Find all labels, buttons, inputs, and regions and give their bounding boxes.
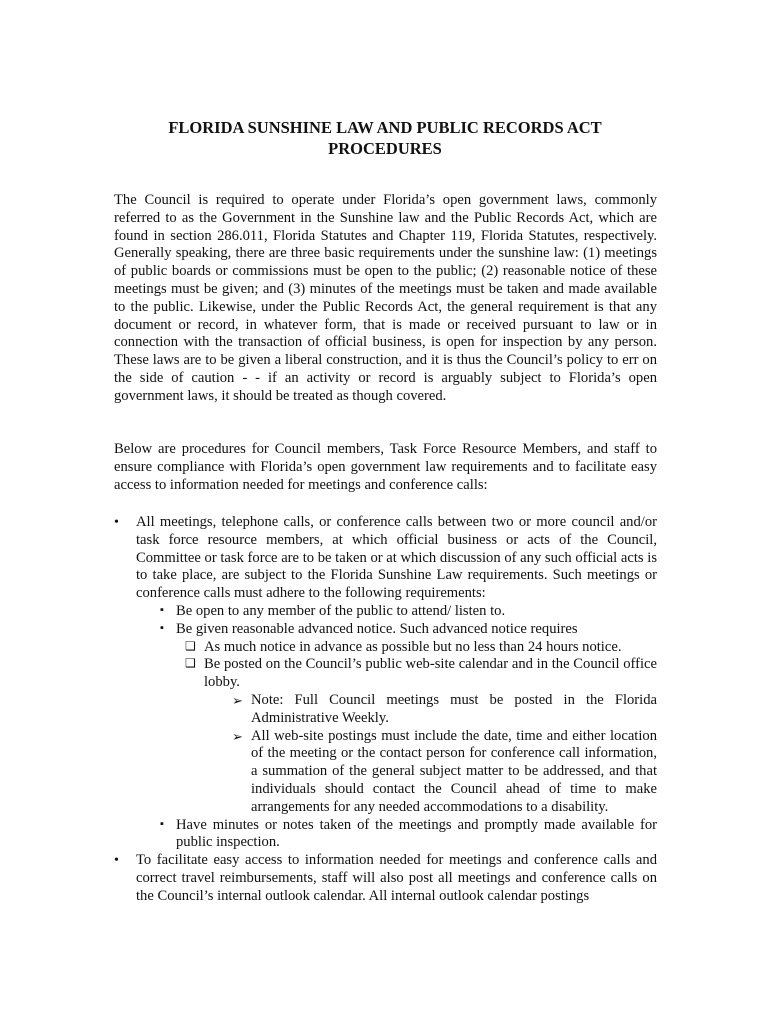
intro-paragraph: The Council is required to operate under Florida’s open government laws, commonly referred to as the Government in the Sunshine law and the Public Records Act, which are found in section 286.011, Florida Statutes and Chapter 119, Florida Statutes, respectively. Generally speaking, there are three basic requirements under the sunshine law: (1) meetings of public boards or commissions must be open to the public; (2) reasonable notice of these meetings must be given; and (3) minutes of the meetings must be taken and made available to the public. Likewise, under the Public Records Act, the general requirement is that any document or record, in whatever form, that is made or received pursuant to law or in connection with the transaction of official business, is open for inspection by any person. These laws are to be given a liberal construction, and it is thus the Council’s policy to err on the side of caution - - if an activity or record is arguably subject to Florida’s open government laws, it should be treated as though covered. [114,192,657,404]
title-line-2: PROCEDURES [328,139,442,158]
bullet-text: All meetings, telephone calls, or conference calls between two or more council and/or task force resource members, at which official business or acts of the Council, Committee or task force are to be taken or at which discussion of any such official acts is to take place, are subject to the Florida Sunshine Law requirements. Such meetings or conference calls must adhere to the following requirements: [136,514,657,602]
document-title [120,117,650,159]
list-item [114,514,657,603]
bullet-text: Be posted on the Council’s public web-site calendar and in the Council office lobby. [204,656,657,691]
list-item [185,656,657,692]
bullet-text: Note: Full Council meetings must be posted in the Florida Administrative Weekly. [251,691,657,726]
bullet-text: All web-site postings must include the date, time and either location of the meeting or the contact person for conference call information, a summation of the general subject matter to be addressed, and that individuals should contact the Council ahead of time to make arrangements for any needed accommodations to a disability. [251,727,657,815]
square-bullet-icon: ▪ [160,603,164,616]
bullet-icon: • [114,515,119,530]
list-item [232,691,657,728]
bullet-text: To facilitate easy access to information needed for meetings and conference calls and correct travel reimbursements, staff will also post all meetings and conference calls on the Council’s internal outlook calendar. All internal outlook calendar postings [136,852,657,904]
bullet-text: Be open to any member of the public to attend/ listen to. [176,602,506,619]
list-item [185,638,657,657]
box-bullet-icon: ❑ [185,656,196,671]
arrow-bullet-icon: ➢ [232,692,243,708]
bullet-text: As much notice in advance as possible but no less than 24 hours notice. [204,638,622,655]
title-line-1: FLORIDA SUNSHINE LAW AND PUBLIC RECORDS ACT [168,118,602,137]
list-item [160,816,657,853]
list-item [232,727,657,817]
square-bullet-icon: ▪ [160,817,164,830]
arrow-bullet-icon: ➢ [232,728,243,744]
bullet-icon: • [114,853,119,869]
list-item [160,602,657,621]
box-bullet-icon: ❑ [185,638,196,653]
procedures-list [114,514,657,906]
square-bullet-icon: ▪ [160,621,164,634]
bullet-text: Have minutes or notes taken of the meetings and promptly made available for public inspection. [176,816,657,851]
procedures-intro-paragraph: Below are procedures for Council members, Task Force Resource Members, and staff to ensure compliance with Florida’s open government law requirements and to facilitate easy access to information needed for meetings and conference calls: [114,441,657,493]
list-item [160,620,657,639]
list-item [114,852,657,905]
bullet-text: Be given reasonable advanced notice. Such advanced notice requires [176,620,578,637]
